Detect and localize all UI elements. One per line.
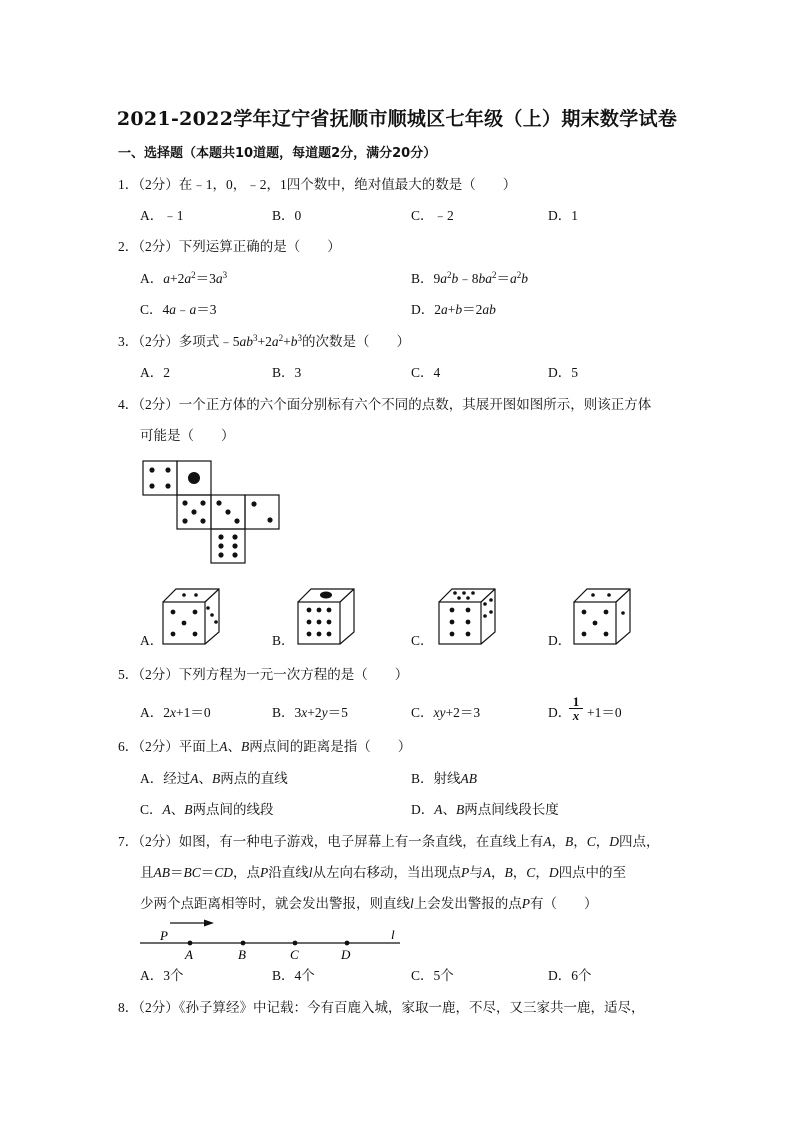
question-8-line1: 8．（2分）《孙子算经》中记载：今有百鹿入城，家取一鹿，不尽，又三家共一鹿，适尽， [118, 1000, 645, 1015]
question-4-stem-line2: 可能是（ ） [140, 428, 235, 443]
q3-option-d[interactable]: D．5 [548, 365, 578, 380]
question-7-line3: 少两个点距离相等时，就会发出警报，则直线l上会发出警报的点P有（ ） [140, 896, 598, 911]
dice-cube-figure [297, 588, 357, 648]
q2-option-b[interactable]: B．$9a^2b﹣8ba^2=a^2b$ [411, 270, 529, 286]
q2-option-c[interactable]: C．4a﹣a＝3 [140, 302, 217, 317]
q5-option-c[interactable]: C．xy+2＝3 [411, 705, 481, 720]
q7-option-b[interactable]: B．4个 [272, 968, 315, 983]
page-title: 2021-2022学年辽宁省抚顺市顺城区七年级（上）期末数学试卷 [116, 108, 678, 130]
number-line-figure [138, 918, 408, 964]
q1-option-d[interactable]: D．1 [548, 208, 578, 223]
q4-option-c[interactable]: C． [411, 633, 434, 648]
q1-option-b[interactable]: B．0 [272, 208, 302, 223]
point-p-label: P [160, 928, 168, 943]
question-7-line1: 7．（2分）如图，有一种电子游戏，电子屏幕上有一条直线，在直线上有A，B，C，D四点， [118, 834, 660, 849]
q4-option-a[interactable]: A． [140, 633, 164, 648]
question-4-stem-line1: 4．（2分）一个正方体的六个面分别标有六个不同的点数，其展开图如图所示，则该正方体 [118, 397, 652, 412]
point-a-label: A [185, 947, 193, 962]
dice-cube-figure [573, 588, 633, 648]
fraction-numerator: 1 [569, 695, 583, 709]
question-6-stem: 6．（2分）平面上A、B两点间的距离是指（ ） [118, 739, 412, 754]
q7-option-d[interactable]: D．6个 [548, 968, 592, 983]
q2-option-a[interactable]: A．$a+2a^2=3a^3$ [140, 270, 228, 286]
q6-option-b[interactable]: B．射线AB [411, 771, 478, 786]
dice-cube-figure [162, 588, 222, 648]
q2-option-d[interactable]: D．2a+b＝2ab [411, 302, 496, 317]
question-1-stem: 1．（2分）在﹣1，0，﹣2，1四个数中，绝对值最大的数是（ ） [118, 177, 517, 192]
fraction-denominator: x [572, 708, 580, 723]
q4-option-d[interactable]: D． [548, 633, 572, 648]
question-7-line2: 且AB＝BC＝CD，点P沿直线l从左向右移动，当出现点P与A，B，C，D四点中的至 [140, 865, 627, 880]
q7-option-a[interactable]: A．3个 [140, 968, 184, 983]
q5-option-b[interactable]: B．3x+2y＝5 [272, 705, 348, 720]
q6-option-d[interactable]: D．A、B两点间线段长度 [411, 802, 559, 817]
q7-option-c[interactable]: C．5个 [411, 968, 454, 983]
point-c-label: C [290, 947, 299, 962]
q5-option-d-label[interactable]: D． [548, 705, 572, 720]
q1-option-a[interactable]: A．﹣1 [140, 208, 184, 223]
q1-option-c[interactable]: C．﹣2 [411, 208, 454, 223]
question-2-stem: 2．（2分）下列运算正确的是（ ） [118, 239, 341, 254]
q6-option-a[interactable]: A．经过A、B两点的直线 [140, 771, 288, 786]
q3-option-a[interactable]: A．2 [140, 365, 170, 380]
q6-option-c[interactable]: C．A、B两点间的线段 [140, 802, 274, 817]
point-b-label: B [238, 947, 246, 962]
dice-net-figure [142, 460, 282, 570]
q3-option-b[interactable]: B．3 [272, 365, 302, 380]
q5-option-d-fraction [569, 695, 583, 722]
question-3-stem: 3．（2分）多项式$﹣5ab^3+2a^2+b^3$的次数是（ ） [118, 333, 410, 349]
q5-option-d-tail: +1＝0 [587, 705, 622, 720]
point-d-label: D [341, 947, 351, 962]
q3-option-c[interactable]: C．4 [411, 365, 441, 380]
dice-cube-figure [438, 588, 498, 648]
line-l-label: l [391, 927, 395, 942]
section-heading: 一、选择题（本题共10道题，每道题2分，满分20分） [118, 146, 437, 161]
q4-option-b[interactable]: B． [272, 633, 295, 648]
q5-option-a[interactable]: A．2x+1＝0 [140, 705, 211, 720]
question-5-stem: 5．（2分）下列方程为一元一次方程的是（ ） [118, 667, 409, 682]
